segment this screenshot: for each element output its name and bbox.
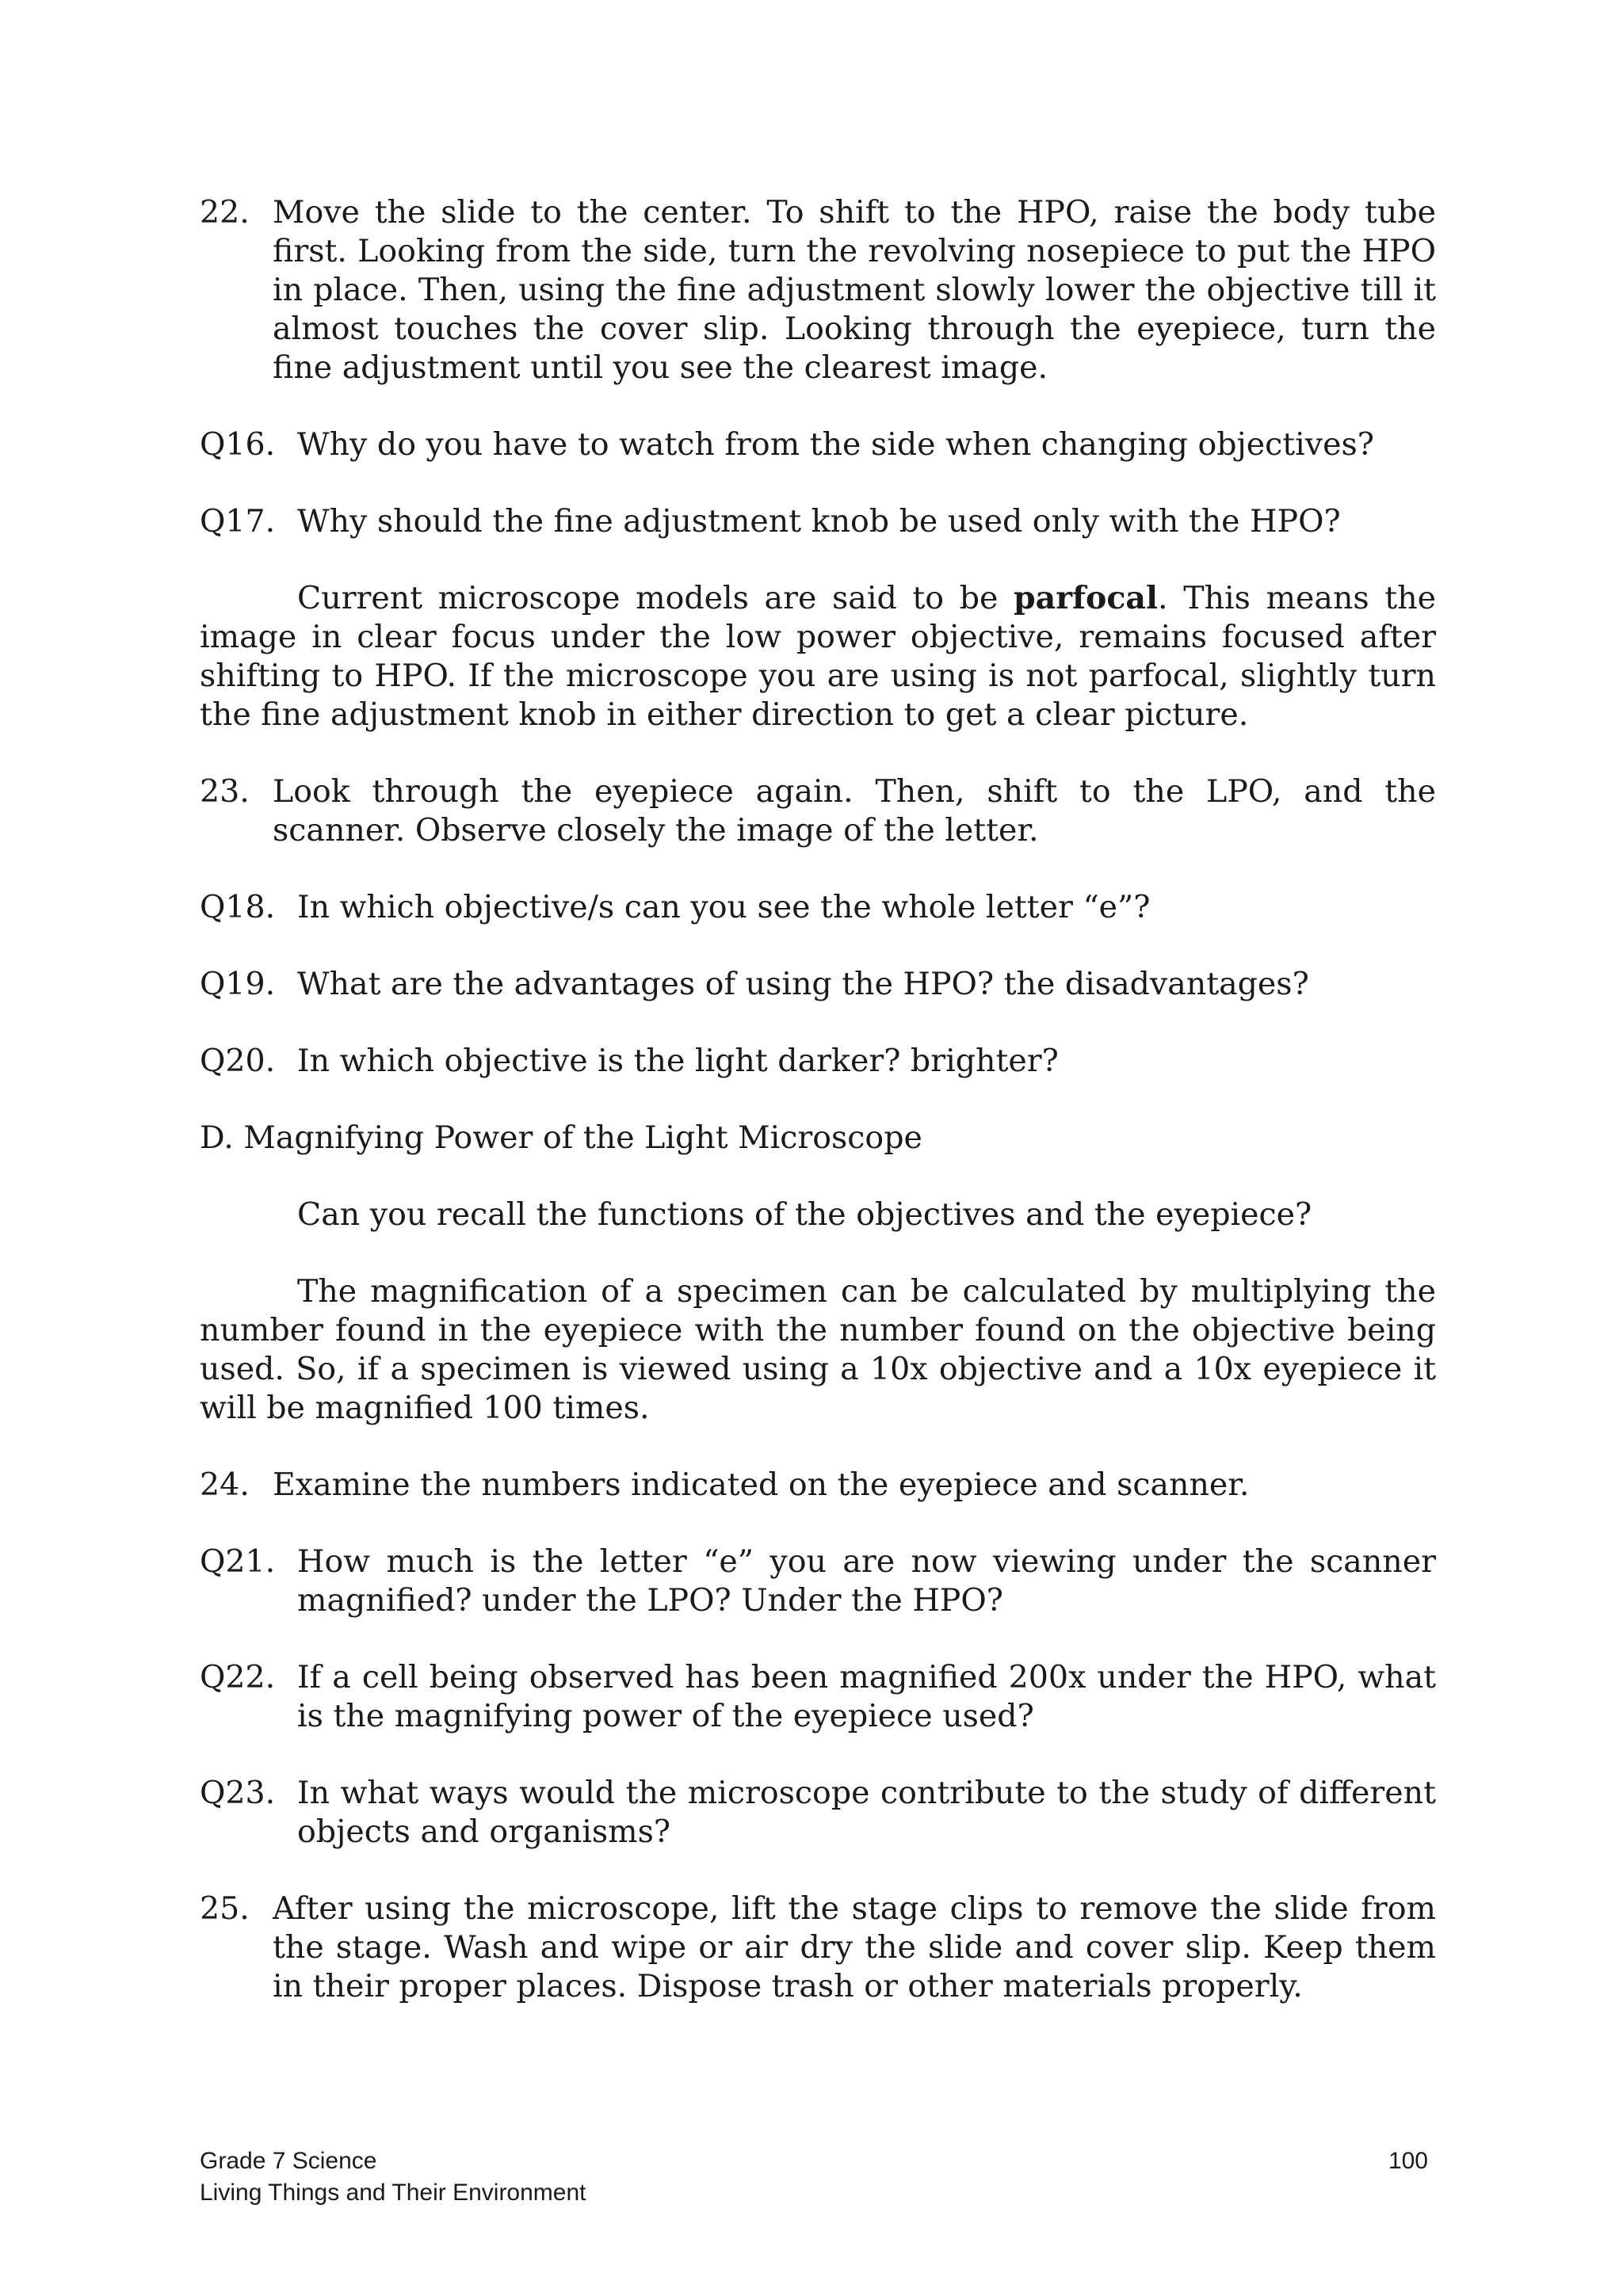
question-q21: [200, 1543, 1436, 1620]
question-q17: [200, 502, 1436, 541]
question-q19: [200, 965, 1436, 1004]
question-number: Q22.: [200, 1659, 276, 1695]
step-number: 24.: [200, 1466, 250, 1503]
question-number: Q23.: [200, 1775, 276, 1811]
footer-unit: Living Things and Their Environment: [200, 2180, 586, 2206]
step-text: Examine the numbers indicated on the eyepiece and scanner.: [273, 1466, 1250, 1503]
magnification-paragraph: The magnification of a specimen can be calculated by multiplying the number found in the eyepiece with the number found on the objective being used. So, if a specimen is viewed using a 10x objective and a 10x eyepiece it will be magnified 100 times.: [200, 1273, 1436, 1426]
question-text: Why should the fine adjustment knob be used only with the HPO?: [297, 503, 1341, 540]
question-text: What are the advantages of using the HPO? the disadvantages?: [297, 966, 1309, 1002]
section-heading-d: D. Magnifying Power of the Light Microscope: [200, 1119, 922, 1156]
question-number: Q18.: [200, 889, 276, 925]
step-number: 22.: [200, 194, 250, 231]
page-content: [200, 193, 1436, 2044]
question-q22: [200, 1658, 1436, 1736]
question-number: Q19.: [200, 966, 276, 1002]
question-number: Q21.: [200, 1543, 276, 1580]
parfocal-term: parfocal: [1014, 580, 1159, 616]
procedure-step-22: [200, 193, 1436, 387]
page-footer: [200, 2145, 1428, 2209]
parfocal-text-after: . This means the image in clear focus under the low power objective, remains focused after shifting to HPO. If the microscope you are using is not parfocal, slightly turn the fine adjustment knob in either direction to get a clear picture.: [200, 580, 1436, 733]
parfocal-text-before: Current microscope models are said to be: [297, 580, 1014, 616]
question-q20: [200, 1042, 1436, 1081]
step-text: After using the microscope, lift the stage clips to remove the slide from the stage. Wash and wipe or air dry the slide and cover slip. Keep them in their proper places. Dispose trash or other materials properly.: [273, 1890, 1436, 2004]
footer-subject: Grade 7 Science: [200, 2148, 377, 2174]
step-text: Move the slide to the center. To shift to the HPO, raise the body tube first. Looking from the side, turn the revolving nosepiece to put the HPO in place. Then, using the fine adjustment slowly lower the objective till it almost touches the cover slip. Looking through the eyepiece, turn the fine adjustment until you see the clearest image.: [273, 194, 1436, 386]
question-text: How much is the letter “e” you are now viewing under the scanner magnified? under the LPO? Under the HPO?: [297, 1543, 1436, 1619]
question-number: Q20.: [200, 1043, 276, 1079]
question-text: If a cell being observed has been magnified 200x under the HPO, what is the magnifying power of the eyepiece used?: [297, 1659, 1436, 1734]
question-text: Why do you have to watch from the side when changing objectives?: [297, 426, 1374, 463]
question-number: Q16.: [200, 426, 276, 463]
question-number: Q17.: [200, 503, 276, 540]
procedure-step-24: [200, 1466, 1436, 1505]
question-text: In which objective/s can you see the whole letter “e”?: [297, 889, 1151, 925]
step-number: 23.: [200, 773, 250, 810]
recall-paragraph: Can you recall the functions of the objectives and the eyepiece?: [297, 1196, 1312, 1233]
question-q16: [200, 425, 1436, 464]
procedure-step-25: [200, 1890, 1436, 2006]
question-text: In what ways would the microscope contribute to the study of different objects and organisms?: [297, 1775, 1436, 1850]
procedure-step-23: [200, 772, 1436, 850]
step-text: Look through the eyepiece again. Then, shift to the LPO, and the scanner. Observe closely the image of the letter.: [273, 773, 1436, 849]
question-q23: [200, 1774, 1436, 1852]
question-q18: [200, 888, 1436, 927]
step-number: 25.: [200, 1890, 250, 1927]
question-text: In which objective is the light darker? brighter?: [297, 1043, 1059, 1079]
page-number: 100: [1388, 2148, 1428, 2174]
parfocal-paragraph: [200, 579, 1436, 734]
